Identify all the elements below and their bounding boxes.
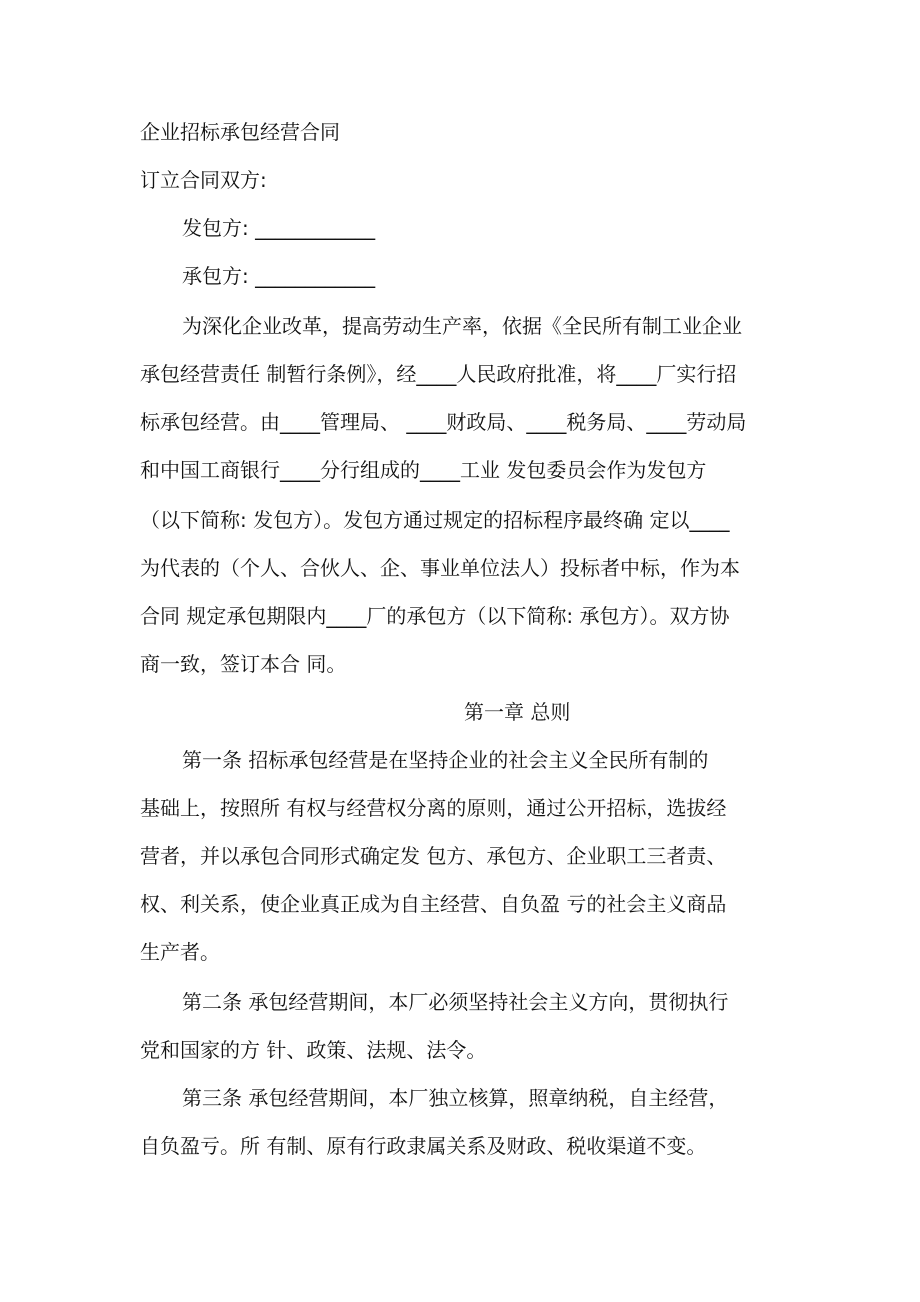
- paragraph-line: 和中国工商银行____分行组成的____工业 发包委员会作为发包方: [140, 458, 707, 482]
- paragraph-line: 第一条 招标承包经营是在坚持企业的社会主义全民所有制的: [182, 748, 709, 772]
- paragraph-line: 第二条 承包经营期间，本厂必须坚持社会主义方向，贯彻执行: [182, 990, 729, 1014]
- party-a-field: 发包方: ____________: [182, 216, 376, 240]
- parties-intro: 订立合同双方:: [140, 168, 267, 192]
- paragraph-line: 基础上，按照所 有权与经营权分离的原则，通过公开招标，选拔经: [140, 796, 727, 820]
- document-title: 企业招标承包经营合同: [140, 120, 340, 144]
- chapter-title: 第一章 总则: [464, 700, 571, 724]
- paragraph-line: 为深化企业改革，提高劳动生产率，依据《全民所有制工业企业: [182, 314, 742, 338]
- paragraph-line: 标承包经营。由____管理局、 ____财政局、____税务局、____劳动局: [140, 410, 747, 434]
- paragraph-line: 权、利关系，使企业真正成为自主经营、自负盈 亏的社会主义商品: [140, 892, 727, 916]
- paragraph-line: 营者，并以承包合同形式确定发 包方、承包方、企业职工三者责、: [140, 844, 727, 868]
- paragraph-line: 合同 规定承包期限内____厂的承包方（以下简称: 承包方）。双方协: [140, 604, 730, 628]
- paragraph-line: 生产者。: [140, 940, 220, 964]
- party-b-field: 承包方: ____________: [182, 264, 376, 288]
- paragraph-line: 自负盈亏。所 有制、原有行政隶属关系及财政、税收渠道不变。: [140, 1134, 707, 1158]
- paragraph-line: 为代表的（个人、合伙人、企、事业单位法人）投标者中标，作为本: [140, 556, 740, 580]
- paragraph-line: 承包经营责任 制暂行条例》，经____人民政府批准，将____厂实行招: [140, 362, 737, 386]
- paragraph-line: 第三条 承包经营期间，本厂独立核算，照章纳税，自主经营，: [182, 1086, 729, 1110]
- paragraph-line: 党和国家的方 针、政策、法规、法令。: [140, 1038, 487, 1062]
- paragraph-line: （以下简称: 发包方）。发包方通过规定的招标程序最终确 定以____: [140, 508, 730, 532]
- paragraph-line: 商一致，签订本合 同。: [140, 652, 347, 676]
